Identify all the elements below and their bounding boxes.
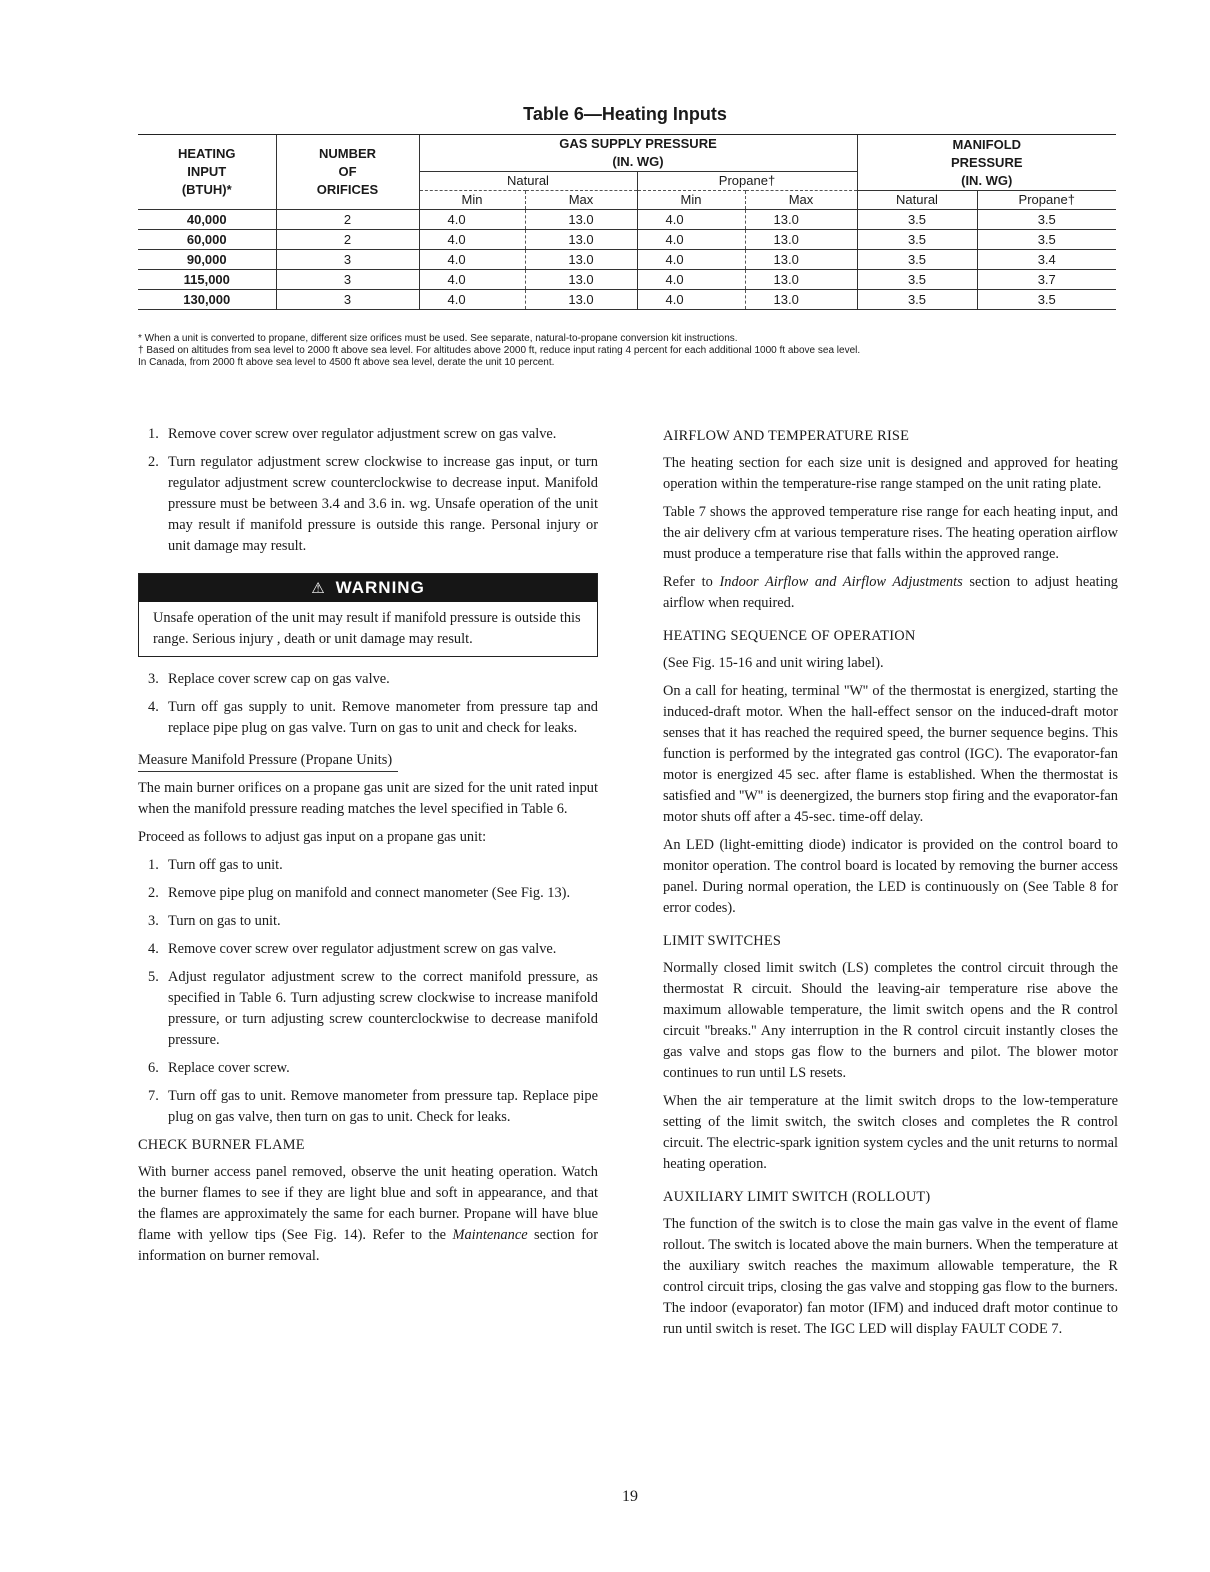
section-heading-airflow: AIRFLOW AND TEMPERATURE RISE [663, 428, 910, 444]
right-column [663, 422, 1118, 1347]
header-nat-max: Max [525, 191, 637, 210]
propane-subheading: Measure Manifold Pressure (Propane Units) [138, 750, 398, 772]
list-item: 5. Adjust regulator adjustment screw to the correct manifold pressure, as specified in Table 6. Turn adjusting screw clockwise to increase manifold pressure, or turn adjusting screw counterclockwise to decrease manifold pressure. [148, 969, 598, 1048]
paragraph: (See Fig. 15-16 and unit wiring label). [663, 655, 884, 671]
header-orifices: NUMBER OF ORIFICES [276, 135, 419, 210]
header-heating-input: HEATING INPUT (BTUH)* [138, 135, 276, 210]
left-column [138, 424, 598, 1274]
table-row: 130,000 3 4.0 13.0 4.0 13.0 3.5 3.5 [138, 290, 1116, 310]
list-item: 3. Replace cover screw cap on gas valve. [148, 671, 390, 687]
paragraph: Refer to Indoor Airflow and Airflow Adjustments section to adjust heating airflow when required. [663, 574, 1118, 611]
warning-label: WARNING [335, 578, 425, 597]
list-item: 4. Turn off gas supply to unit. Remove manometer from pressure tap and replace pipe plug on gas valve. Turn on gas to unit and check for leaks. [148, 699, 598, 736]
list-item: 2. Turn regulator adjustment screw clockwise to increase gas input, or turn regulator adjustment screw counterclockwise to decrease input. Manifold pressure must be between 3.4 and 3.6 in. wg. Unsafe operation of the unit may result if manifold pressure is outside this range. Personal injury or unit damage may result. [148, 454, 598, 554]
list-item: 4. Remove cover screw over regulator adjustment screw on gas valve. [148, 941, 557, 957]
paragraph: On a call for heating, terminal ''W'' of the thermostat is energized, starting the induced-draft motor. When the hall-effect sensor on the induced-draft motor senses that it has reached the required speed, the burner sequence begins. This function is performed by the integrated gas control (IGC). The evaporator-fan motor is energized 45 sec. after flame is established. When the thermostat is satisfied and ''W'' is deenergized, the burners stop firing and the evaporator-fan motor shuts off after a 45-sec. time-off delay. [663, 683, 1118, 825]
header-propane: Propane† [637, 172, 857, 191]
header-man-natural: Natural [857, 191, 977, 210]
paragraph: The heating section for each size unit is designed and approved for heating operation within the temperature-rise range stamped on the unit rating plate. [663, 455, 1118, 492]
footnote: In Canada, from 2000 ft above sea level to 4500 ft above sea level, derate the unit 10 percent. [138, 357, 555, 368]
table-row: 115,000 3 4.0 13.0 4.0 13.0 3.5 3.7 [138, 270, 1116, 290]
paragraph: An LED (light-emitting diode) indicator is provided on the control board to monitor operation. The control board is located by removing the burner access panel. During normal operation, the LED is continuously on (See Table 8 for error codes). [663, 837, 1118, 916]
section-heading-limit-switches: LIMIT SWITCHES [663, 933, 782, 949]
page-number: 19 [622, 1488, 638, 1505]
header-nat-min: Min [419, 191, 525, 210]
adjust-steps [138, 424, 598, 557]
table-notes [138, 333, 1128, 369]
paragraph: Normally closed limit switch (LS) completes the control circuit through the thermostat R circuit. Should the leaving-air temperature rise above the maximum allowable temperature, the limit switch opens and the R control circuit ''breaks.'' Any interruption in the R control circuit instantly closes the gas valve and stops gas flow to the burners and pilot. The blower motor continues to run until LS resets. [663, 960, 1118, 1081]
paragraph: Table 7 shows the approved temperature rise range for each heating input, and the air delivery cfm at various temperature rises. The heating operation airflow must produce a temperature rise that falls within the approved range. [663, 504, 1118, 562]
paragraph: The function of the switch is to close the main gas valve in the event of flame rollout. The switch is located above the main burners. When the temperature at the auxiliary switch reaches the maximum allowable temperature, the R control circuit trips, closing the gas valve and stopping gas flow to the burners. The indoor (evaporator) fan motor (IFM) and induced draft motor continue to run until switch is reset. The IGC LED will display FAULT CODE 7. [663, 1216, 1118, 1337]
section-heading-sequence: HEATING SEQUENCE OF OPERATION [663, 628, 916, 644]
table-title: Table 6—Heating Inputs [523, 104, 727, 124]
finish-steps [138, 669, 598, 739]
warning-box [138, 573, 598, 657]
footnote: * When a unit is converted to propane, different size orifices must be used. See separate, natural-to-propane conversion kit instructions. [138, 333, 738, 344]
paragraph: With burner access panel removed, observe the unit heating operation. Watch the burner flames to see if they are light blue and soft in appearance, and that the flames are approximately the same for each burner. Propane will have blue flame with yellow tips (See Fig. 14). Refer to the Maintenance section for information on burner removal. [138, 1164, 598, 1264]
paragraph: Proceed as follows to adjust gas input on a propane gas unit: [138, 829, 487, 845]
list-item: 3. Turn on gas to unit. [148, 913, 281, 929]
list-item: 1. Remove cover screw over regulator adjustment screw on gas valve. [148, 426, 557, 442]
warning-text: Unsafe operation of the unit may result if manifold pressure is outside this range. Serious injury , death or unit damage may result. [153, 610, 581, 647]
table-row: 40,000 2 4.0 13.0 4.0 13.0 3.5 3.5 [138, 210, 1116, 230]
warning-header [139, 574, 597, 602]
warning-triangle-icon: ⚠ [311, 580, 326, 597]
header-manifold: MANIFOLD PRESSURE (IN. WG) [857, 135, 1116, 191]
section-heading-burner-flame: CHECK BURNER FLAME [138, 1137, 305, 1153]
footnote: † Based on altitudes from sea level to 2000 ft above sea level. For altitudes above 2000 ft, reduce input rating 4 percent for each additional 1000 ft above sea level. [138, 345, 861, 356]
list-item: 7. Turn off gas to unit. Remove manometer from pressure tap. Replace pipe plug on gas valve, then turn on gas to unit. Check for leaks. [148, 1088, 598, 1125]
list-item: 6. Replace cover screw. [148, 1060, 290, 1076]
section-heading-auxiliary-limit: AUXILIARY LIMIT SWITCH (ROLLOUT) [663, 1189, 931, 1205]
heating-inputs-table [138, 134, 1116, 310]
paragraph: The main burner orifices on a propane gas unit are sized for the unit rated input when the manifold pressure reading matches the level specified in Table 6. [138, 780, 598, 817]
header-gas-supply: GAS SUPPLY PRESSURE (IN. WG) [419, 135, 857, 172]
header-man-propane: Propane† [977, 191, 1116, 210]
list-item: 2. Remove pipe plug on manifold and connect manometer (See Fig. 13). [148, 885, 571, 901]
paragraph: When the air temperature at the limit switch drops to the low-temperature setting of the limit switch, the switch closes and completes the R control circuit. The electric-spark ignition system cycles and the unit returns to normal heating operation. [663, 1093, 1118, 1172]
header-pro-min: Min [637, 191, 745, 210]
table-row: 60,000 2 4.0 13.0 4.0 13.0 3.5 3.5 [138, 230, 1116, 250]
header-pro-max: Max [745, 191, 857, 210]
header-natural: Natural [419, 172, 637, 191]
table-row: 90,000 3 4.0 13.0 4.0 13.0 3.5 3.4 [138, 250, 1116, 270]
list-item: 1. Turn off gas to unit. [148, 857, 283, 873]
propane-steps [138, 855, 598, 1128]
